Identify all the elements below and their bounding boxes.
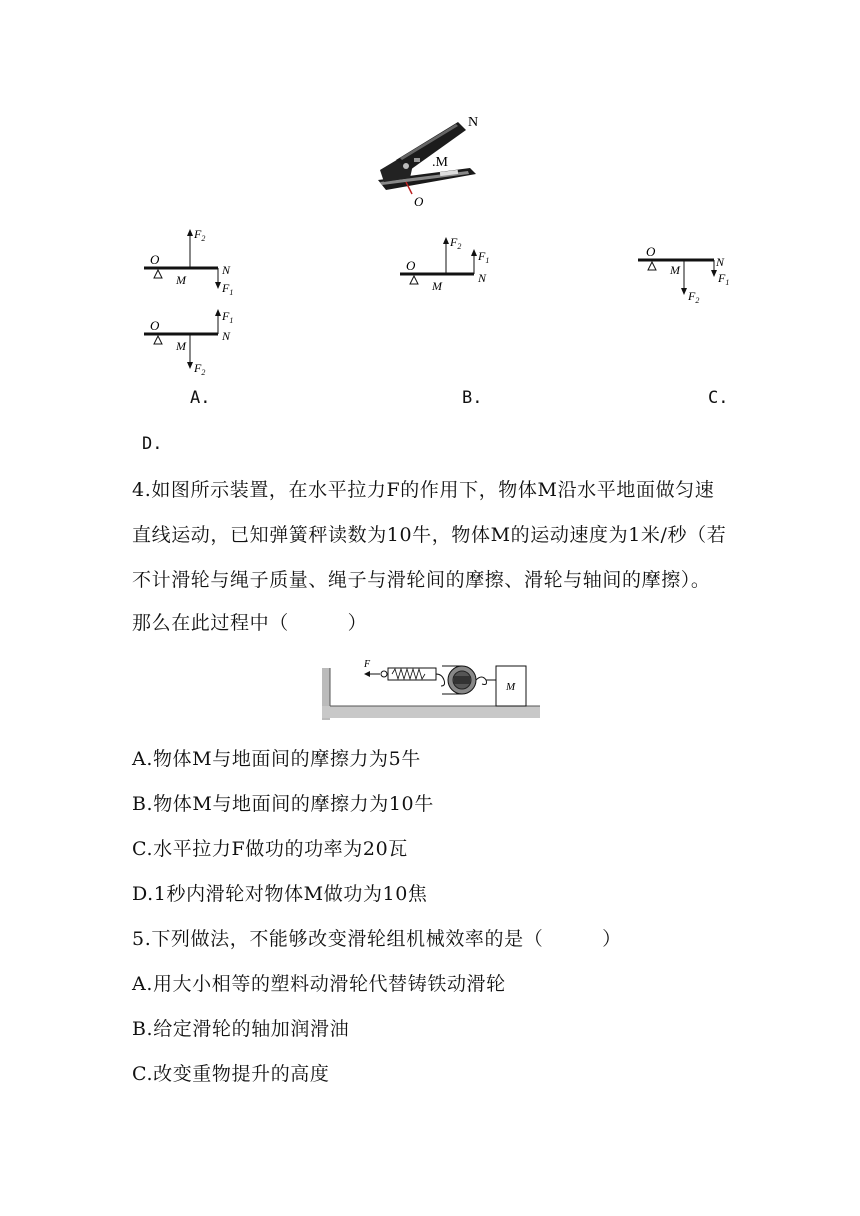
lever-diagram-b bbox=[396, 234, 506, 298]
q5-option-a: A.用大小相等的塑料动滑轮代替铸铁动滑轮 bbox=[132, 973, 506, 995]
label-o: O bbox=[150, 318, 160, 333]
label-m: M bbox=[176, 339, 186, 353]
option-label-c: C. bbox=[708, 388, 729, 408]
q4-line-4: 那么在此过程中（ ） bbox=[132, 612, 368, 634]
label-f1: $F_1$ bbox=[718, 271, 730, 287]
option-label-b: B. bbox=[462, 388, 483, 408]
q5-option-c: C.改变重物提升的高度 bbox=[132, 1063, 330, 1085]
stapler-figure bbox=[370, 108, 490, 212]
figure-label-f: F bbox=[364, 659, 371, 670]
label-f1: $F_1$ bbox=[222, 309, 234, 325]
stapler-label-O: O bbox=[414, 194, 424, 209]
q5-line-1: 5.下列做法，不能够改变滑轮组机械效率的是（ ） bbox=[132, 928, 622, 950]
label-m: M bbox=[176, 273, 186, 287]
q4-option-d: D.1秒内滑轮对物体M做功为10焦 bbox=[132, 883, 428, 905]
option-label-a: A. bbox=[190, 388, 211, 408]
lever-diagram-a bbox=[140, 226, 250, 302]
option-label-d: D. bbox=[142, 434, 163, 454]
label-o: O bbox=[646, 244, 656, 259]
stapler-label-N: N bbox=[468, 115, 479, 130]
label-m: M bbox=[670, 263, 680, 277]
pulley-figure bbox=[322, 654, 542, 722]
label-n: N bbox=[222, 263, 231, 277]
label-o: O bbox=[406, 258, 416, 273]
label-f1: $F_1$ bbox=[478, 249, 490, 265]
q4-line-1: 4.如图所示装置，在水平拉力F的作用下，物体M沿水平地面做匀速 bbox=[132, 479, 715, 501]
lever-diagram-d bbox=[140, 306, 250, 376]
q5-option-b: B.给定滑轮的轴加润滑油 bbox=[132, 1018, 350, 1040]
q4-option-a: A.物体M与地面间的摩擦力为5牛 bbox=[132, 748, 421, 770]
stapler-label-M: .M bbox=[432, 155, 448, 170]
q4-line-2: 直线运动，已知弹簧秤读数为10牛，物体M的运动速度为1米/秒（若 bbox=[132, 524, 727, 546]
label-f2: $F_2$ bbox=[688, 289, 700, 305]
label-f2: $F_2$ bbox=[450, 235, 462, 251]
q4-line-3: 不计滑轮与绳子质量、绳子与滑轮间的摩擦、滑轮与轴间的摩擦）。 bbox=[132, 569, 711, 591]
label-n: N bbox=[716, 255, 725, 269]
label-f2: $F_2$ bbox=[194, 227, 206, 243]
label-f1: $F_1$ bbox=[222, 281, 234, 297]
label-f2: $F_2$ bbox=[194, 361, 206, 376]
figure-label-m: M bbox=[506, 681, 516, 693]
q4-option-b: B.物体M与地面间的摩擦力为10牛 bbox=[132, 793, 434, 815]
q4-option-c: C.水平拉力F做功的功率为20瓦 bbox=[132, 838, 408, 860]
label-o: O bbox=[150, 252, 160, 267]
label-n: N bbox=[222, 329, 231, 343]
label-m: M bbox=[432, 279, 442, 293]
stapler-image bbox=[378, 122, 476, 194]
lever-diagram-c bbox=[634, 242, 744, 306]
label-n: N bbox=[478, 271, 487, 285]
